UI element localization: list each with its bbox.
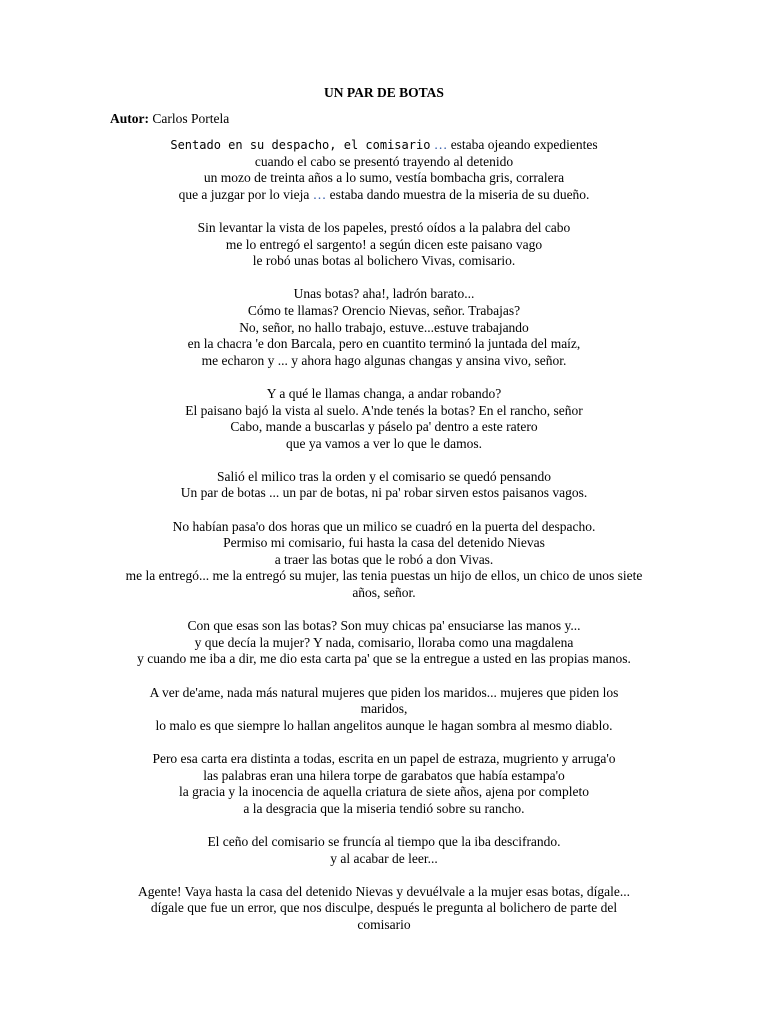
poem-line xyxy=(100,651,668,668)
poem-line xyxy=(100,884,668,901)
line-text: y al acabar de leer... xyxy=(330,850,438,866)
line-text: Unas botas? aha!, ladrón barato... xyxy=(293,286,475,302)
poem-line xyxy=(100,768,668,785)
line-text: y cuando me iba a dir, me dio esta carta pa' que se la entregue a usted en las propias manos. xyxy=(137,651,631,667)
line-text: la gracia y la inocencia de aquella criatura de siete años, ajena por completo xyxy=(178,784,590,800)
line-text: años, señor. xyxy=(352,585,416,601)
poem-line xyxy=(100,834,668,851)
stanza xyxy=(100,884,668,934)
poem-line xyxy=(100,220,668,237)
poem-line xyxy=(100,552,668,569)
poem-line xyxy=(100,685,668,702)
poem-body xyxy=(100,137,668,950)
line-text: maridos, xyxy=(360,701,408,717)
line-text: A ver de'ame, nada más natural mujeres que piden los maridos... mujeres que piden los xyxy=(149,684,619,700)
poem-line xyxy=(100,635,668,652)
poem-line xyxy=(100,336,668,353)
line-text: Sentado en su despacho, el comisario xyxy=(170,138,431,152)
poem-line xyxy=(100,187,668,204)
line-text: Pero esa carta era distinta a todas, escrita en un papel de estraza, mugriento y arruga'o xyxy=(152,750,616,766)
poem-line xyxy=(100,419,668,436)
poem-line xyxy=(100,917,668,934)
stanza xyxy=(100,137,668,203)
poem-line xyxy=(100,320,668,337)
stanza xyxy=(100,519,668,602)
poem-line xyxy=(100,568,668,585)
line-text: Cómo te llamas? Orencio Nievas, señor. Trabajas? xyxy=(247,302,521,318)
line-text: dígale que fue un error, que nos disculpe, después le pregunta al bolichero de parte del xyxy=(150,900,618,916)
poem-line xyxy=(100,436,668,453)
stanza xyxy=(100,751,668,817)
line-text: Cabo, mande a buscarlas y páselo pa' dentro a este ratero xyxy=(230,419,538,435)
poem-line xyxy=(100,303,668,320)
line-text: me lo entregó el sargento! a según dicen este paisano vago xyxy=(225,236,543,252)
line-text: en la chacra 'e don Barcala, pero en cuantito terminó la juntada del maíz, xyxy=(187,336,581,352)
line-text: No, señor, no hallo trabajo, estuve...estuve trabajando xyxy=(239,319,529,335)
poem-line xyxy=(100,618,668,635)
document-title: UN PAR DE BOTAS xyxy=(324,85,444,100)
poem-line xyxy=(100,900,668,917)
poem-line xyxy=(100,353,668,370)
poem-line xyxy=(100,137,668,154)
poem-line xyxy=(100,701,668,718)
line-text: El paisano bajó la vista al suelo. A'nde tenés la botas? En el rancho, señor xyxy=(185,402,583,418)
poem-line xyxy=(100,718,668,735)
line-text: estaba ojeando expedientes xyxy=(450,137,598,152)
poem-line xyxy=(100,154,668,171)
stanza xyxy=(100,386,668,452)
author-line xyxy=(110,110,229,128)
line-text: le robó unas botas al bolichero Vivas, comisario. xyxy=(252,253,516,269)
stanza xyxy=(100,469,668,502)
poem-line xyxy=(100,469,668,486)
line-text: me la entregó... me la entregó su mujer, las tenia puestas un hijo de ellos, un chico de unos siete xyxy=(125,568,643,584)
line-text: Un par de botas ... un par de botas, ni pa' robar sirven estos paisanos vagos. xyxy=(180,485,588,501)
line-text: que ya vamos a ver lo que le damos. xyxy=(285,435,483,451)
line-text: a la desgracia que la miseria tendió sobre su rancho. xyxy=(243,800,525,816)
poem-line xyxy=(100,784,668,801)
stanza xyxy=(100,685,668,735)
stanza xyxy=(100,618,668,668)
ellipsis-mark: … xyxy=(309,186,330,202)
line-text: Salió el milico tras la orden y el comisario se quedó pensando xyxy=(216,468,552,484)
poem-line xyxy=(100,585,668,602)
poem-line xyxy=(100,535,668,552)
stanza xyxy=(100,220,668,270)
line-text: cuando el cabo se presentó trayendo al detenido xyxy=(254,153,514,169)
line-text: a traer las botas que le robó a don Vivas. xyxy=(274,551,494,567)
poem-line xyxy=(100,237,668,254)
poem-line xyxy=(100,253,668,270)
line-text: me echaron y ... y ahora hago algunas changas y ansina vivo, señor. xyxy=(201,352,567,368)
line-text: las palabras eran una hilera torpe de garabatos que había estampa'o xyxy=(203,767,565,783)
poem-line xyxy=(100,485,668,502)
ellipsis-mark: … xyxy=(430,137,451,152)
line-text: El ceño del comisario se fruncía al tiempo que la iba descifrando. xyxy=(207,833,561,849)
stanza xyxy=(100,286,668,369)
poem-line xyxy=(100,519,668,536)
line-text: Permiso mi comisario, fui hasta la casa del detenido Nievas xyxy=(223,535,545,551)
line-text: Agente! Vaya hasta la casa del detenido Nievas y devuélvale a la mujer esas botas, dígale... xyxy=(138,883,630,899)
line-text: Con que esas son las botas? Son muy chicas pa' ensuciarse las manos y... xyxy=(187,618,581,634)
poem-line xyxy=(100,170,668,187)
poem-line xyxy=(100,286,668,303)
line-text: que a juzgar por lo vieja xyxy=(178,186,310,202)
line-text: un mozo de treinta años a lo sumo, vestía bombacha gris, corralera xyxy=(203,170,565,186)
line-text: Y a qué le llamas changa, a andar robando? xyxy=(266,385,502,401)
line-text: y que decía la mujer? Y nada, comisario, lloraba como una magdalena xyxy=(194,634,574,650)
line-text: No habían pasa'o dos horas que un milico se cuadró en la puerta del despacho. xyxy=(172,518,596,534)
poem-line xyxy=(100,801,668,818)
poem-line xyxy=(100,386,668,403)
line-text: Sin levantar la vista de los papeles, prestó oídos a la palabra del cabo xyxy=(197,219,571,235)
poem-line xyxy=(100,403,668,420)
poem-line xyxy=(100,751,668,768)
poem-line xyxy=(100,851,668,868)
author-name: Carlos Portela xyxy=(149,111,230,126)
line-text: estaba dando muestra de la miseria de su dueño. xyxy=(329,186,590,202)
line-text: lo malo es que siempre lo hallan angelitos aunque le hagan sombra al mesmo diablo. xyxy=(155,717,613,733)
line-text: comisario xyxy=(357,916,411,932)
author-label: Autor: xyxy=(110,111,149,126)
stanza xyxy=(100,834,668,867)
